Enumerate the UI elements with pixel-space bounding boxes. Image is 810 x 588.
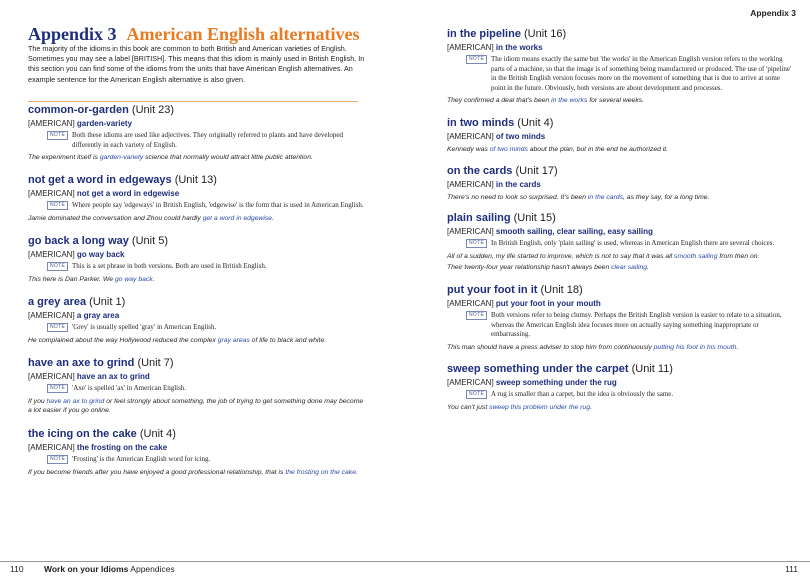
american-alternative [447,179,795,190]
idiom-heading [447,28,795,41]
example-text-end: . [355,468,358,476]
idiom-heading [28,428,368,441]
example-text: If you become friends after you have enjoyed a good professional relationship, that is [28,468,286,476]
idiom-term: not get a word in edgeways [28,174,172,186]
note-badge: NOTE [47,323,68,332]
american-term: in the cards [495,180,541,189]
example-text-end: . [736,343,739,351]
example-sentence [447,145,795,155]
example-text: He complained about the way Hollywood reduced the complex [28,336,218,344]
example-text-end: or feel strongly about something, the job of trying to get something done may become a lot easier if you go online. [28,397,364,415]
example-text-end: . [647,264,649,272]
idiom-entry [447,28,795,106]
example-text-end: from then on. [717,252,760,260]
usage-note [28,455,368,465]
example-sentence [447,343,795,353]
american-label: [AMERICAN] [28,311,75,320]
usage-note [28,323,368,333]
example-text-end: about the plan, but in the end he authorized it. [527,146,669,153]
idiom-entry [28,428,368,477]
page-number: 110 [10,564,24,574]
example-text: The experiment itself is [28,154,100,162]
note-badge: NOTE [47,201,68,210]
unit-ref: (Unit 4) [139,428,176,440]
example-sentence [447,403,795,413]
idiom-entry [28,174,368,223]
example-sentence [28,214,368,224]
unit-ref: (Unit 7) [137,357,174,369]
idiom-term: common-or-garden [28,104,129,116]
idiom-term: plain sailing [447,212,511,224]
example-sentence [28,468,368,478]
note-badge: NOTE [466,55,487,64]
usage-note [28,201,368,211]
footer-title [44,564,175,574]
american-term: sweep something under the rug [495,378,617,387]
example-highlight: gray areas [217,336,250,344]
usage-note [447,239,795,249]
idiom-term: in two minds [447,117,515,129]
idiom-term: have an axe to grind [28,357,135,369]
american-term: put your foot in your mouth [495,299,601,308]
example-text: Their twenty-four year relationship hasn't always been [447,264,612,272]
idiom-heading [447,212,795,225]
example-highlight: garden-variety [99,154,144,162]
example-sentence [28,397,368,416]
american-alternative [447,226,795,237]
note-badge: NOTE [466,239,487,248]
example-sentence [447,193,795,203]
intro-paragraph: The majority of the idioms in this book are common to both British and American varieties of English. Sometimes you may see a label [BRITISH]. This means that this idiom is mainly used in British English. In this section you can find some of the idioms from the units that have American English alternatives. An example sentence for the American English alternative is also given. [28,44,365,84]
note-text: 'Frosting' is the American English word for icing. [72,455,211,463]
note-text: A rug is smaller than a carpet, but the idea is obviously the same. [491,390,674,398]
right-page [405,0,810,588]
idiom-heading [28,357,368,370]
unit-ref: (Unit 23) [131,104,175,116]
note-text: The idiom means exactly the same but 'the works' in the American English version refers to the working parts of a machine, so that the image is of something being manufactured or produced. The use of 'pipeline' in the British English version focuses more on the movement of something that is due to arrive at some point in the future. Obviously, both versions are about development and processes. [491,55,792,92]
book-title: Work on your Idioms [44,564,129,574]
american-term: in the works [495,43,543,52]
note-text: This is a set phrase in both versions. Both are used in British English. [72,262,267,270]
example-sentence-2 [447,263,795,273]
example-sentence [447,96,795,106]
american-label: [AMERICAN] [447,227,494,236]
idiom-heading [28,104,368,117]
example-text: Kennedy was [447,146,490,153]
american-label: [AMERICAN] [28,250,75,259]
note-badge: NOTE [466,311,487,320]
note-text: In British English, only 'plain sailing' is used, whereas in American English there are several choices. [491,239,775,247]
idiom-term: the icing on the cake [28,428,137,440]
american-label: [AMERICAN] [447,43,494,52]
american-term: go way back [76,250,125,259]
example-text: You can't just [447,403,490,411]
american-label: [AMERICAN] [28,443,75,452]
american-term: of two minds [495,132,546,141]
idiom-term: sweep something under the carpet [447,363,629,375]
american-alternative [28,118,368,129]
usage-note [447,55,795,93]
idiom-entry [28,104,368,163]
example-text: There's no need to look so surprised. It's been [447,194,588,201]
note-badge: NOTE [466,390,487,399]
american-term: a gray area [76,311,120,320]
american-term: have an ax to grind [76,372,150,381]
idiom-heading [447,117,795,130]
example-sentence [28,153,368,163]
idiom-entry [447,165,795,203]
american-alternative [28,249,368,260]
american-label: [AMERICAN] [447,180,494,189]
american-alternative [28,442,368,453]
usage-note [447,311,795,340]
idiom-term: on the cards [447,165,513,177]
idiom-heading [28,174,368,187]
usage-note [28,384,368,394]
footer-divider [0,561,405,562]
note-badge: NOTE [47,262,68,271]
idiom-term: in the pipeline [447,28,521,40]
unit-ref: (Unit 5) [131,235,168,247]
american-label: [AMERICAN] [28,372,75,381]
usage-note [28,262,368,272]
example-text: They confirmed a deal that's been [447,97,552,105]
note-text: 'Grey' is usually spelled 'gray' in American English. [72,323,217,331]
american-label: [AMERICAN] [447,132,494,141]
appendix-label: Appendix 3 [28,24,117,44]
example-text-end: . [272,214,274,222]
idiom-heading [28,296,368,309]
example-text-end: . [590,403,592,411]
american-label: [AMERICAN] [447,299,494,308]
example-text: If you [28,397,47,405]
idiom-term: put your foot in it [447,284,538,296]
example-highlight: in the cards [587,194,624,201]
unit-ref: (Unit 13) [174,174,217,186]
note-text: Both versions refer to being clumsy. Perhaps the British English version is easier to relate to a situation, whereas the American English idea focuses more on actually saying something inappropriate or embarrassing. [491,311,782,339]
example-highlight: have an ax to grind [46,397,105,405]
example-highlight: sweep this problem under the rug [489,403,590,411]
example-highlight: of two minds [489,146,528,153]
example-text-end: for several weeks. [587,97,645,105]
usage-note [447,390,795,400]
american-alternative [28,371,368,382]
unit-ref: (Unit 15) [513,212,556,224]
american-label: [AMERICAN] [28,189,75,198]
page-number: 111 [785,564,798,574]
example-highlight: smooth sailing [674,252,718,260]
american-label: [AMERICAN] [28,119,75,128]
american-alternative [447,298,795,309]
section-name: Appendices [130,564,175,574]
unit-ref: (Unit 4) [517,117,554,129]
american-label: [AMERICAN] [447,378,494,387]
american-term: smooth sailing, clear sailing, easy sailing [495,227,653,236]
idiom-heading [447,165,795,178]
idiom-entry [447,117,795,155]
american-alternative [28,188,368,199]
note-badge: NOTE [47,455,68,464]
appendix-title: American English alternatives [126,24,360,44]
example-sentence [28,275,368,285]
example-highlight: go way back [114,275,153,283]
idiom-entry [28,357,368,416]
idiom-heading [447,363,795,376]
example-text-end: science that normally would attract little public attention. [143,154,313,162]
idiom-entry [447,212,795,273]
appendix-heading [28,24,360,45]
example-highlight: in the works [551,97,588,105]
intro-divider [28,101,358,102]
idiom-term: go back a long way [28,235,129,247]
example-highlight: the frosting on the cake [285,468,356,476]
idiom-entry [28,296,368,345]
note-text: Where people say 'edgeways' in British English, 'edgewise' is the form that is used in American English. [72,201,364,209]
example-text: All of a sudden, my life started to improve, which is not to say that it was all [447,252,675,260]
idiom-heading [28,235,368,248]
idiom-entry [447,363,795,412]
footer-divider [405,561,810,562]
american-term: garden-variety [76,119,133,128]
idiom-heading [447,284,795,297]
unit-ref: (Unit 1) [89,296,126,308]
note-text: 'Axe' is spelled 'ax' in American English. [72,384,187,392]
unit-ref: (Unit 18) [540,284,583,296]
example-text-end: , as they say, for a long time. [623,194,710,201]
example-text: Jamie dominated the conversation and Zhou could hardly [28,214,203,222]
idiom-term: a grey area [28,296,87,308]
american-alternative [447,42,795,53]
idiom-entry [447,284,795,352]
example-sentence [447,252,795,262]
american-term: the frosting on the cake [76,443,168,452]
american-alternative [447,377,795,388]
note-badge: NOTE [47,384,68,393]
example-highlight: putting his foot in his mouth [653,343,737,351]
unit-ref: (Unit 17) [515,165,558,177]
american-alternative [28,310,368,321]
example-text: This here is Dan Parker. We [28,275,115,283]
idiom-entry [28,235,368,284]
usage-note [28,131,368,150]
running-head: Appendix 3 [750,8,796,18]
unit-ref: (Unit 11) [631,363,673,375]
american-term: not get a word in edgewise [76,189,180,198]
example-text: This man should have a press adviser to stop him from continuously [447,343,654,351]
example-highlight: clear sailing [611,264,648,272]
unit-ref: (Unit 16) [524,28,567,40]
example-highlight: get a word in edgewise [202,214,273,222]
example-text-end: of life to black and white. [249,336,327,344]
note-text: Both these idioms are used like adjectives. They originally referred to plants and have developed differently in each variety of English. [72,131,344,149]
example-sentence [28,336,368,346]
american-alternative [447,131,795,142]
example-text-end: . [152,275,155,283]
note-badge: NOTE [47,131,68,140]
